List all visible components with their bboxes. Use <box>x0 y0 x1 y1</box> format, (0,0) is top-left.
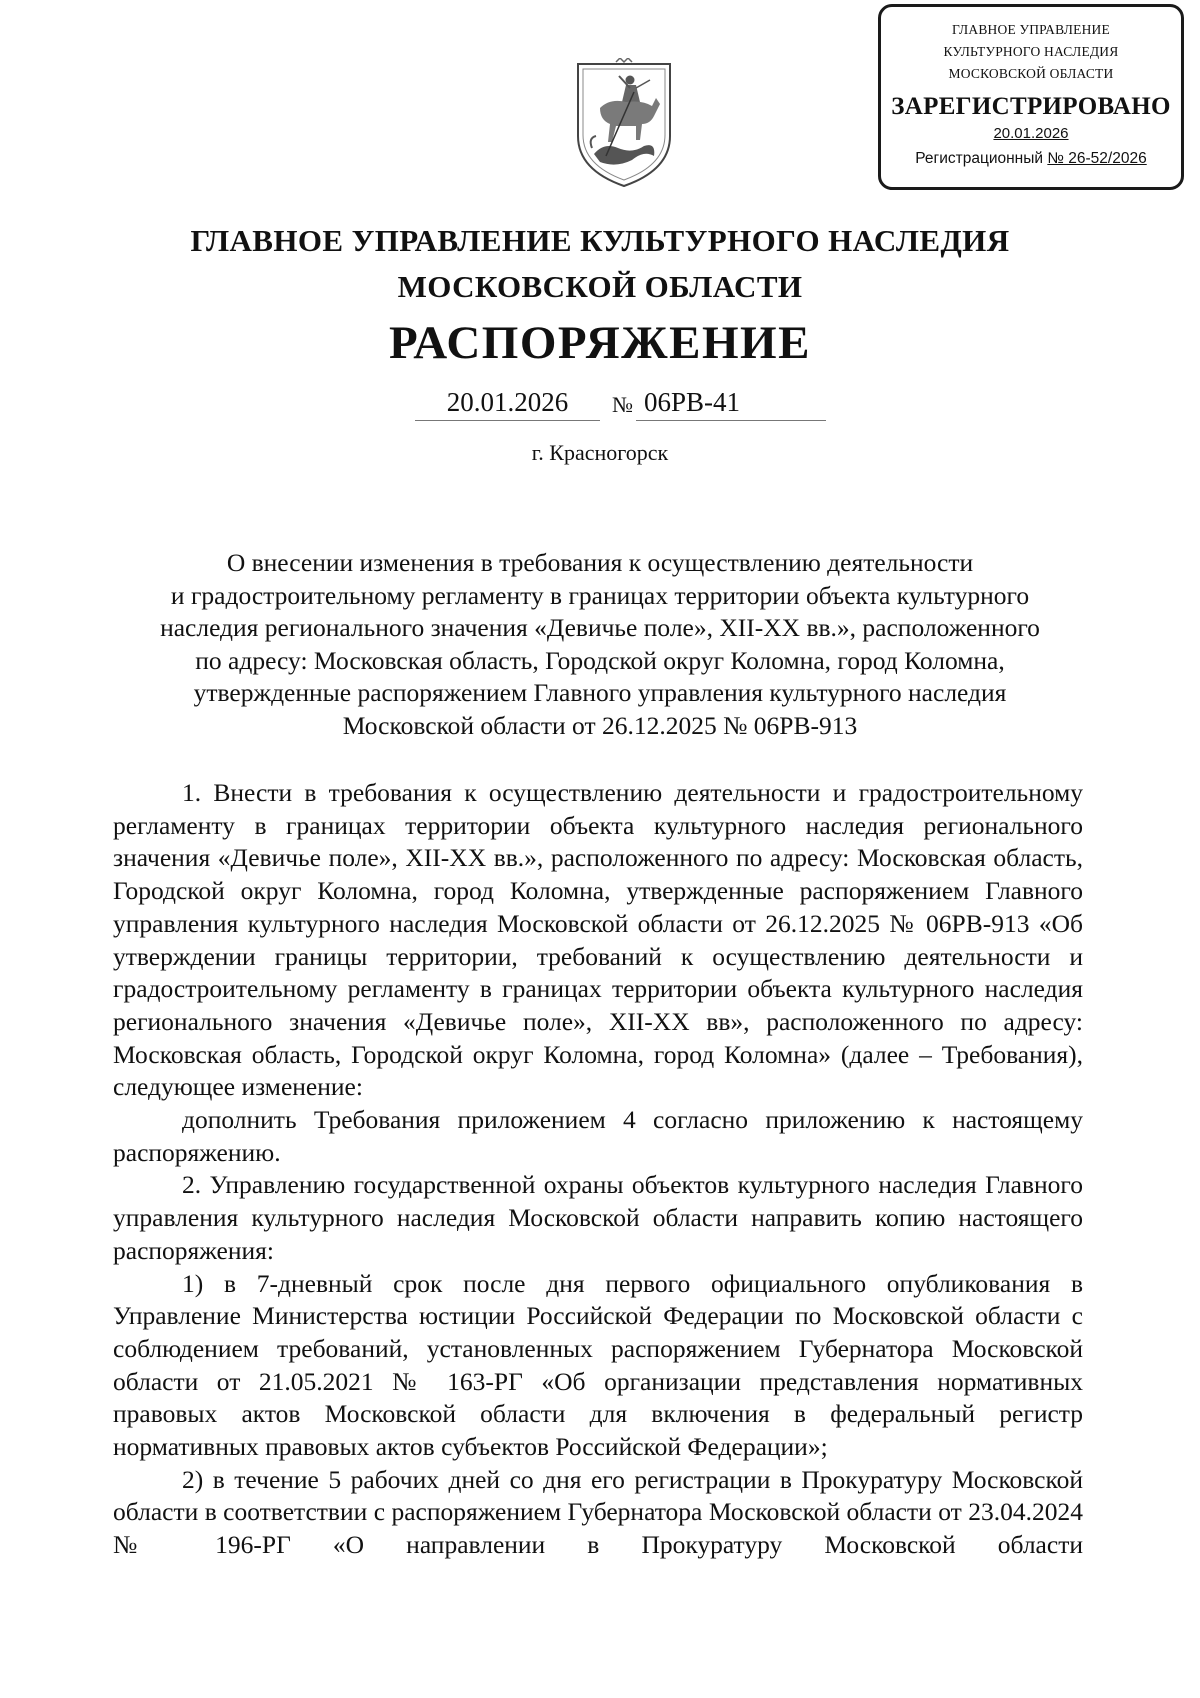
coat-of-arms-icon <box>570 58 678 190</box>
document-body <box>113 777 1083 1562</box>
body-paragraph-1: 1. Внести в требования к осуществлению деятельности и градостроительному регламенту в границах территории объекта культурного наследия регионального значения «Девичье поле», XII-XX вв.», расположенного по адресу: Московская область, Городской округ Коломна, город Коломна, утвержденные распоряжением Главного управления культурного наследия Московской области от 26.12.2025 № 06РВ-913 «Об утверждении границы территории, требований к осуществлению деятельности и градостроительному регламенту в границах территории объекта культурного наследия регионального значения «Девичье поле», XII-XX вв», расположенного по адресу: Московская область, Городской округ Коломна, город Коломна» (далее – Требования), следующее изменение: <box>113 778 1083 1102</box>
date-number-line <box>0 384 1200 424</box>
organization-title-line-1: ГЛАВНОЕ УПРАВЛЕНИЕ КУЛЬТУРНОГО НАСЛЕДИЯ <box>190 223 1010 258</box>
subject-line: и градостроительному регламенту в границах территории объекта культурного <box>170 580 1030 610</box>
body-paragraph-5: 2) в течение 5 рабочих дней со дня его регистрации в Прокуратуру Московской области в соответствии с распоряжением Губернатора Московской области от 23.04.2024 № 196-РГ «О направлении в Прокуратуру Московской области <box>113 1464 1083 1560</box>
number-sign: № <box>612 392 633 417</box>
stamp-date: 20.01.2026 <box>993 125 1069 142</box>
stamp-organization: ГЛАВНОЕ УПРАВЛЕНИЕ КУЛЬТУРНОГО НАСЛЕДИЯ МОСКОВСКОЙ ОБЛАСТИ <box>943 22 1119 81</box>
registration-stamp <box>878 4 1184 190</box>
stamp-registration-label: Регистрационный <box>915 150 1044 167</box>
subject-line: утвержденные распоряжением Главного управления культурного наследия <box>193 678 1007 707</box>
stamp-registered-label: ЗАРЕГИСТРИРОВАНО <box>891 93 1171 120</box>
subject-line: наследия регионального значения «Девичье поле», XII-XX вв.», расположенного <box>160 613 1040 642</box>
document-number: 06РВ-41 <box>636 384 826 421</box>
organization-title <box>0 218 1200 310</box>
body-paragraph-4: 1) в 7-дневный срок после дня первого официального опубликования в Управление Министерства юстиции Российской Федерации по Московской области с соблюдением требований, установленных распоряжением Губернатора Московской области от 21.05.2021 № 163-РГ «Об организации представления нормативных правовых актов Московской области для включения в федеральный регистр нормативных правовых актов субъектов Российской Федерации»; <box>113 1268 1083 1462</box>
organization-title-line-2: МОСКОВСКОЙ ОБЛАСТИ <box>397 269 803 304</box>
document-subject <box>110 547 1090 742</box>
document-date: 20.01.2026 <box>415 384 600 421</box>
body-paragraph-3: 2. Управлению государственной охраны объектов культурного наследия Главного управления культурного наследия Московской области направить копию настоящего распоряжения: <box>113 1170 1083 1265</box>
stamp-registration-line <box>881 150 1181 168</box>
document-type: РАСПОРЯЖЕНИЕ <box>389 317 811 369</box>
subject-line: по адресу: Московская область, Городской округ Коломна, город Коломна, <box>195 645 1005 675</box>
body-paragraph-2: дополнить Требования приложением 4 согласно приложению к настоящему распоряжению. <box>113 1105 1083 1167</box>
document-city: г. Красногорск <box>531 440 669 465</box>
subject-line: О внесении изменения в требования к осуществлению деятельности <box>226 548 974 577</box>
subject-line: Московской области от 26.12.2025 № 06РВ-913 <box>342 710 858 740</box>
stamp-registration-number: № 26-52/2026 <box>1047 150 1147 167</box>
